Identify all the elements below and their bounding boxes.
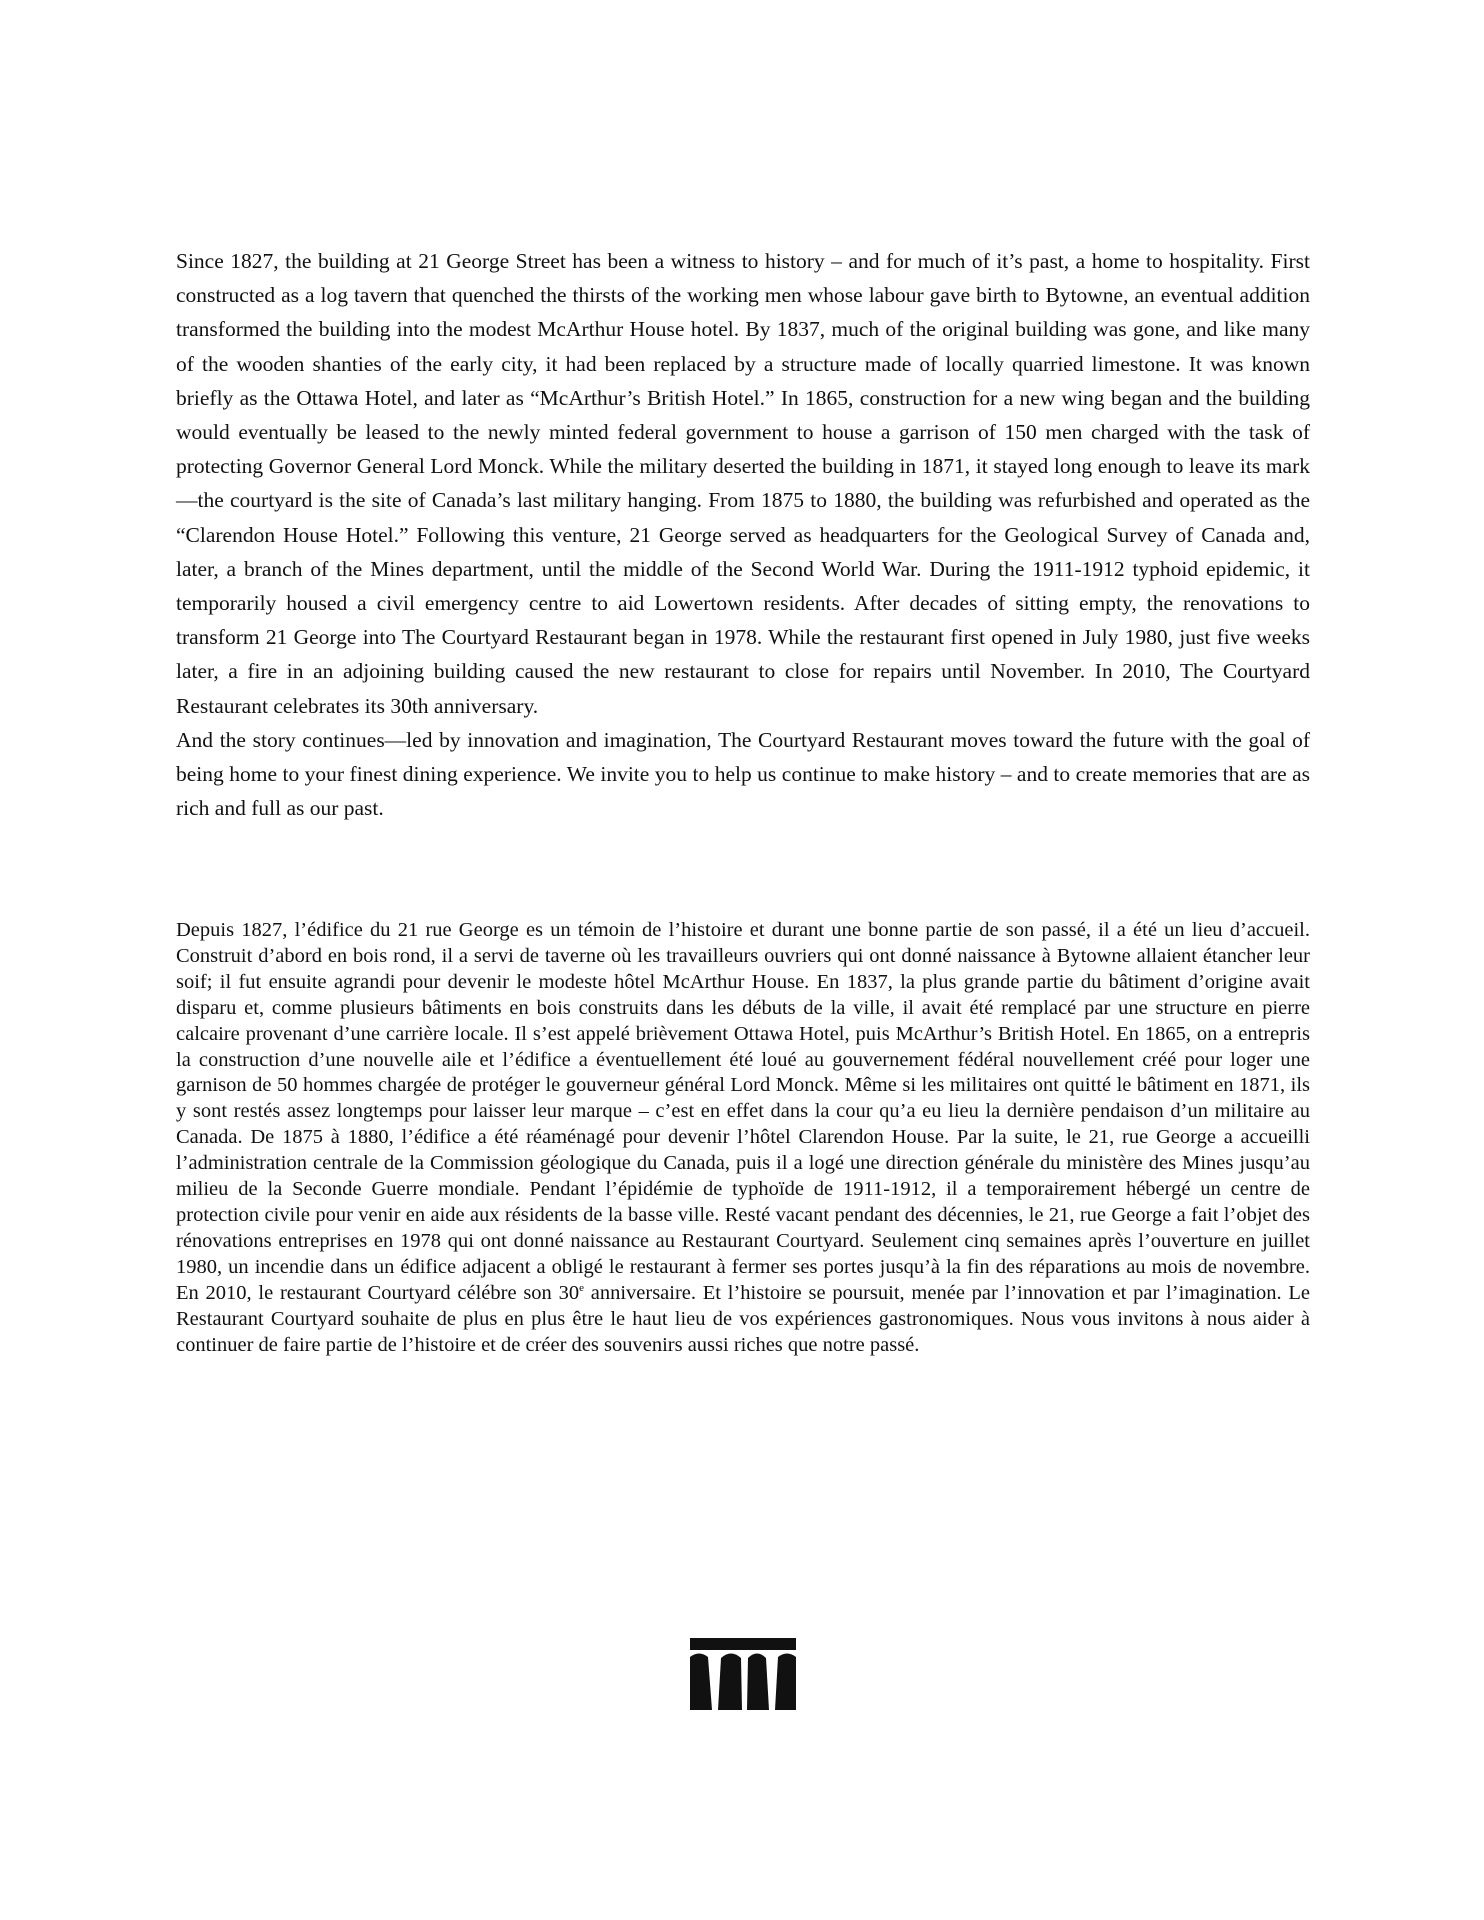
- arches-logo-icon: [690, 1638, 796, 1710]
- french-text-part-2: anniversaire. Et l’histoire se poursuit, menée par l’innovation et par l’imagination. Le Restaurant Courtyard souhaite de plus en plus être le haut lieu de vos expériences gastronomiques. Nous vous invitons à nous aider à continuer de faire partie de l’histoire et de créer des souvenirs aussi riches que notre passé.: [176, 1281, 1310, 1356]
- english-paragraph-2: And the story continues—led by innovation and imagination, The Courtyard Restaurant moves toward the future with the goal of being home to your finest dining experience. We invite you to help us continue to make history – and to create memories that are as rich and full as our past.: [176, 727, 1310, 821]
- french-paragraph: [176, 918, 1310, 1358]
- english-paragraph-1: Since 1827, the building at 21 George Street has been a witness to history – and for much of it’s past, a home to hospitality. First constructed as a log tavern that quenched the thirsts of the working men whose labour gave birth to Bytowne, an eventual addition transformed the building into the modest McArthur House hotel. By 1837, much of the original building was gone, and like many of the wooden shanties of the early city, it had been replaced by a structure made of locally quarried limestone. It was known briefly as the Ottawa Hotel, and later as “McArthur’s British Hotel.” In 1865, construction for a new wing began and the building would eventually be leased to the newly minted federal government to house a garrison of 150 men charged with the task of protecting Governor General Lord Monck. While the military deserted the building in 1871, it stayed long enough to leave its mark—the courtyard is the site of Canada’s last military hanging. From 1875 to 1880, the building was refurbished and operated as the “Clarendon House Hotel.” Following this venture, 21 George served as headquarters for the Geological Survey of Canada and, later, a branch of the Mines department, until the middle of the Second World War. During the 1911-1912 typhoid epidemic, it temporarily housed a civil emergency centre to aid Lowertown residents. After decades of sitting empty, the renovations to transform 21 George into The Courtyard Restaurant began in 1978. While the restaurant first opened in July 1980, just five weeks later, a fire in an adjoining building caused the new restaurant to close for repairs until November. In 2010, The Courtyard Restaurant celebrates its 30th anniversary.: [176, 249, 1310, 718]
- french-text-part-1: Depuis 1827, l’édifice du 21 rue George es un témoin de l’histoire et durant une bonne partie de son passé, il a été un lieu d’accueil. Construit d’abord en bois rond, il a servi de taverne où les travailleurs ouvriers qui ont donné naissance à Bytowne allaient étancher leur soif; il fut ensuite agrandi pour devenir le modeste hôtel McArthur House. En 1837, la plus grande partie du bâtiment d’origine avait disparu et, comme plusieurs bâtiments en bois construits dans les débuts de la ville, il avait été remplacé par une structure en pierre calcaire provenant d’une carrière locale. Il s’est appelé brièvement Ottawa Hotel, puis McArthur’s British Hotel. En 1865, on a entrepris la construction d’une nouvelle aile et l’édifice a éventuellement été loué au gouvernement fédéral nouvellement créé pour loger une garnison de 50 hommes chargée de protéger le gouverneur général Lord Monck. Même si les militaires ont quitté le bâtiment en 1871, ils y sont restés assez longtemps pour laisser leur marque – c’est en effet dans la cour qu’a eu lieu la dernière pendaison d’un militaire au Canada. De 1875 à 1880, l’édifice a été réaménagé pour devenir l’hôtel Clarendon House. Par la suite, le 21, rue George a accueilli l’administration centrale de la Commission géologique du Canada, puis il a logé une direction générale du ministère des Mines jusqu’au milieu de la Seconde Guerre mondiale. Pendant l’épidémie de typhoïde de 1911-1912, il a temporairement hébergé un centre de protection civile pour venir en aide aux résidents de la basse ville. Resté vacant pendant des décennies, le 21, rue George a fait l’objet des rénovations entreprises en 1978 qui ont donné naissance au Restaurant Courtyard. Seulement cinq semaines après l’ouverture en juillet 1980, un incendie dans un édifice adjacent a obligé le restaurant à fermer ses portes jusqu’à la fin des réparations au mois de novembre. En 2010, le restaurant Courtyard célébre son 30: [176, 919, 1310, 1304]
- french-history-text: [176, 918, 1310, 1358]
- english-history-text: [176, 244, 1310, 825]
- french-ordinal-superscript: e: [579, 1281, 584, 1294]
